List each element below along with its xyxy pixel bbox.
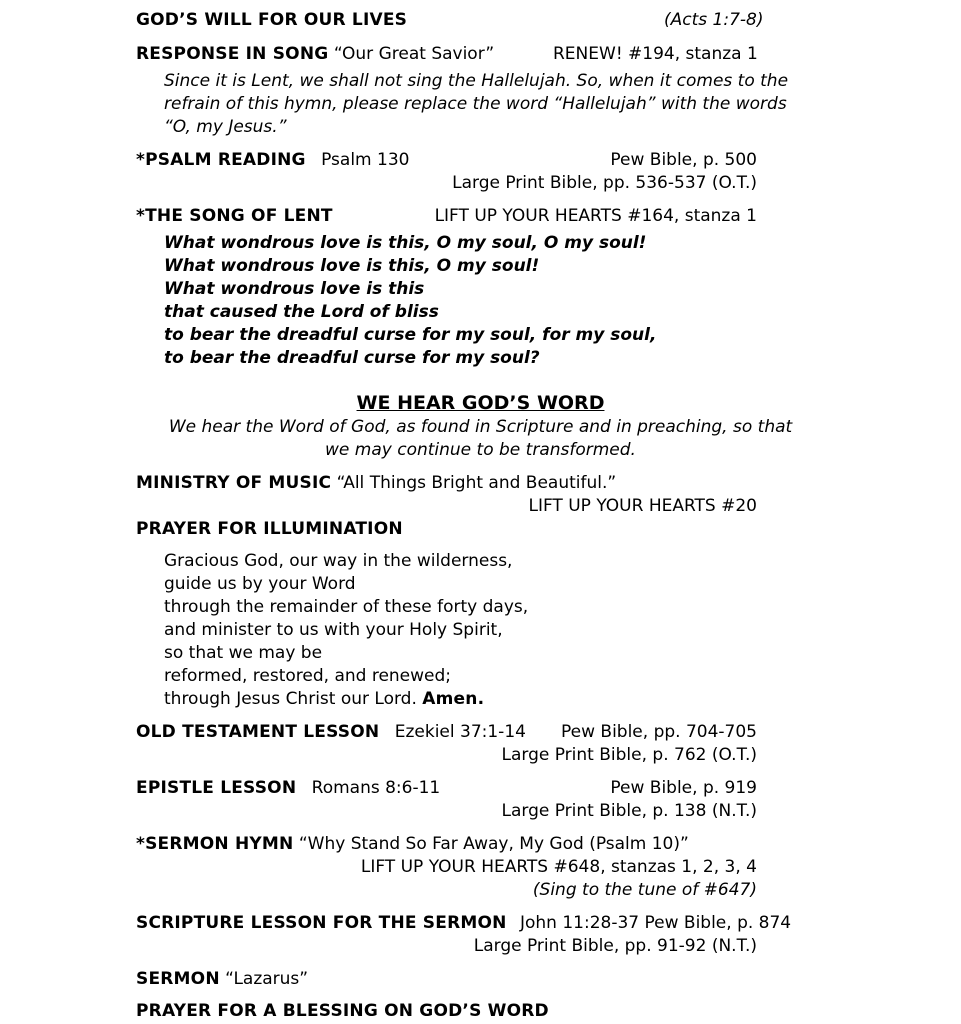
lent-lyric-4: that caused the Lord of bliss: [164, 302, 439, 322]
scripture-line: [136, 912, 791, 934]
ot-line: [136, 721, 526, 743]
illumination-heading: PRAYER FOR ILLUMINATION: [136, 519, 403, 539]
lent-lyric-5: to bear the dreadful curse for my soul, for my soul,: [164, 325, 657, 345]
lent-ref: LIFT UP YOUR HEARTS #164, stanza 1: [434, 206, 757, 226]
lent-lyric-6: to bear the dreadful curse for my soul?: [164, 348, 540, 368]
hymn-heading: *SERMON HYMN: [136, 834, 294, 854]
music-ref: LIFT UP YOUR HEARTS #20: [528, 496, 757, 516]
illumination-line-7: through Jesus Christ our Lord.: [164, 689, 417, 709]
ot-passage: Ezekiel 37:1-14: [394, 722, 526, 742]
lent-heading: *THE SONG OF LENT: [136, 206, 333, 226]
music-line: [136, 472, 616, 494]
psalm-line: [136, 149, 409, 171]
psalm-passage: Psalm 130: [321, 150, 410, 170]
illumination-line-2: guide us by your Word: [164, 574, 356, 594]
hymn-tune: (Sing to the tune of #647): [532, 880, 757, 900]
section-subtitle-2: we may continue to be transformed.: [325, 440, 636, 460]
will-ref: (Acts 1:7-8): [664, 10, 764, 30]
scripture-passage: John 11:28-37 Pew Bible, p. 874: [519, 913, 792, 933]
lent-lyric-3: What wondrous love is this: [164, 279, 425, 299]
epistle-passage: Romans 8:6-11: [311, 778, 441, 798]
psalm-pew: Pew Bible, p. 500: [610, 150, 757, 170]
epistle-pew: Pew Bible, p. 919: [610, 778, 757, 798]
lent-lyric-1: What wondrous love is this, O my soul, O my soul!: [164, 233, 647, 253]
will-heading: GOD’S WILL FOR OUR LIVES: [136, 10, 408, 30]
ot-pew: Pew Bible, pp. 704-705: [561, 722, 757, 742]
blessing-heading: PRAYER FOR A BLESSING ON GOD’S WORD: [136, 1001, 549, 1021]
hymn-line: [136, 833, 689, 855]
response-title: “Our Great Savior”: [333, 44, 495, 64]
response-line: [136, 43, 494, 65]
section-subtitle-1: We hear the Word of God, as found in Scripture and in preaching, so that: [168, 417, 793, 437]
psalm-heading: *PSALM READING: [136, 150, 306, 170]
hymn-title: “Why Stand So Far Away, My God (Psalm 10)”: [298, 834, 689, 854]
illumination-line-4: and minister to us with your Holy Spirit,: [164, 620, 503, 640]
illumination-line-3: through the remainder of these forty days,: [164, 597, 529, 617]
scripture-large: Large Print Bible, pp. 91-92 (N.T.): [473, 936, 757, 956]
illumination-line-5: so that we may be: [164, 643, 323, 663]
illumination-line-1: Gracious God, our way in the wilderness,: [164, 551, 513, 571]
response-ref: RENEW! #194, stanza 1: [553, 44, 758, 64]
sermon-heading: SERMON: [136, 969, 220, 989]
hymn-ref: LIFT UP YOUR HEARTS #648, stanzas 1, 2, 3, 4: [360, 857, 757, 877]
response-note-3: “O, my Jesus.”: [164, 117, 287, 137]
response-note-2: refrain of this hymn, please replace the word “Hallelujah” with the words: [164, 94, 787, 114]
scripture-heading: SCRIPTURE LESSON FOR THE SERMON: [136, 913, 507, 933]
sermon-title: “Lazarus”: [225, 969, 309, 989]
music-title: “All Things Bright and Beautiful.”: [336, 473, 617, 493]
epistle-heading: EPISTLE LESSON: [136, 778, 297, 798]
response-note-1: Since it is Lent, we shall not sing the Hallelujah. So, when it comes to the: [164, 71, 789, 91]
epistle-line: [136, 777, 440, 799]
music-heading: MINISTRY OF MUSIC: [136, 473, 332, 493]
lent-lyric-2: What wondrous love is this, O my soul!: [164, 256, 540, 276]
illumination-line-7-wrap: [164, 688, 484, 710]
response-heading: RESPONSE IN SONG: [136, 44, 329, 64]
psalm-large: Large Print Bible, pp. 536-537 (O.T.): [452, 173, 757, 193]
section-title: WE HEAR GOD’S WORD: [356, 392, 605, 414]
illumination-line-6: reformed, restored, and renewed;: [164, 666, 452, 686]
ot-heading: OLD TESTAMENT LESSON: [136, 722, 380, 742]
ot-large: Large Print Bible, p. 762 (O.T.): [501, 745, 757, 765]
sermon-line: [136, 968, 308, 990]
epistle-large: Large Print Bible, p. 138 (N.T.): [501, 801, 757, 821]
illumination-amen: Amen.: [422, 689, 485, 709]
